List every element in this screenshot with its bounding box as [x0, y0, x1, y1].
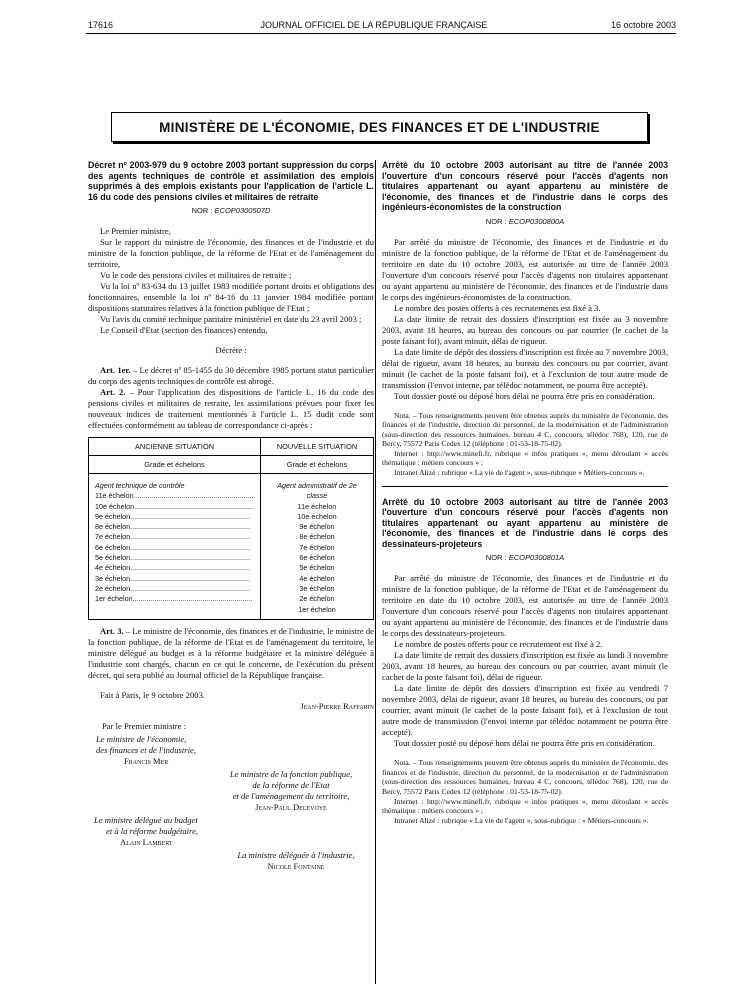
page-number: 17616 [88, 20, 114, 30]
leader-dots: ............................................................ [130, 522, 250, 532]
article-3-text: – Le ministre de l'économie, des finances et de l'industrie, le ministre de la fonction publique, de la réforme de l'Etat et de l'aménagement du territoire, le ministre délégué au budget et à la réforme budgétaire et la ministre déléguée à l'industrie sont chargés, chacun en ce qui le concerne, de l'exécution du présent décret, qui sera publié au Journal officiel de la République française. [88, 625, 374, 680]
table-subheader-old: Grade et échelons [89, 456, 261, 474]
arrete-1-para: Le nombre des postes offerts à ces recrutements est fixé à 3. [394, 302, 601, 313]
decree-para: Sur le rapport du ministre de l'économie, des finances et de l'industrie et du ministre de la fonction publique, de la réforme de l'Etat et de l'aménagement du territoire, [88, 237, 374, 269]
arrete-1-internet: Internet : http://www.minefi.fr, rubrique « infos pratiques », menu déroulant « accès thématique : métiers concours » ; [382, 448, 668, 468]
ministry-label: MINISTÈRE DE L'ÉCONOMIE, DES FINANCES ET DE L'INDUSTRIE [159, 119, 600, 135]
old-echelon-row: 8e échelon............................................................ [95, 522, 250, 532]
table-subheader-new: Grade et échelons [261, 456, 374, 474]
article-3 [88, 626, 374, 681]
minister-budget-line: et à la réforme budgétaire, [106, 825, 199, 836]
article-3-label: Art. 3. [100, 625, 124, 636]
old-echelon-row: 3e échelon............................................................ [95, 573, 250, 583]
arrete-2-title: Arrêté du 10 octobre 2003 autorisant au titre de l'année 2003 l'ouverture d'un concours réservé pour l'accès d'agents non titulaires appartenant ou ayant appartenu au ministère de l'économie, des finances et de l'industrie dans le corps des dessinateurs-projeteurs [382, 496, 668, 549]
arrete-2-nota: Nota. – Tous renseignements peuvent être obtenus auprès du ministère de l'économie, des finances et de l'industrie, direction du personnel, de la modernisation et de l'administration (sous-direction des ressources humaines, bureau 4 C, concours, télédoc 768), 120, rue de Bercy, 75572 Paris Cedex 12 (téléphone : 01-53-18-75-02). [382, 758, 668, 796]
table-old-cell [89, 474, 261, 620]
minister-eco-line: des finances et de l'industrie, [96, 744, 196, 755]
signature-fontaine: Nicole Fontaine [267, 860, 325, 871]
arrete-1-para: Tout dossier posté ou déposé hors délai ne pourra être pris en considération. [394, 390, 655, 401]
issue-date: 16 octobre 2003 [610, 20, 676, 30]
minister-eco-line: Le ministre de l'économie, [96, 733, 187, 744]
nor-code: ECOP0300800A [508, 216, 565, 226]
arrete-2-nor [382, 552, 668, 563]
table-header-new: NOUVELLE SITUATION [261, 438, 374, 456]
minister-fp-line: Le ministre de la fonction publique, [229, 768, 353, 779]
article-1-text: – Le décret nº 85-1455 du 30 décembre 1985 portant statut particulier du corps des agents techniques de contrôle est abrogé. [88, 365, 375, 386]
arrete-1-title: Arrêté du 10 octobre 2003 autorisant au titre de l'année 2003 l'ouverture d'un concours réservé pour l'accès d'agents non titulaires appartenant ou ayant appartenu au ministère de l'économie, des finances et de l'industrie dans le corps des ingénieurs-économistes de la construction [382, 160, 668, 212]
new-echelon-row: 1er échelon [298, 604, 336, 614]
table-new-cell [261, 474, 374, 620]
article-1-label: Art. 1er. [100, 365, 131, 375]
header-rule [86, 33, 676, 34]
leader-dots: ............................................................ [132, 594, 253, 604]
signature-pm: Jean-Pierre Raffarin [300, 700, 374, 711]
decree-para: Vu le code des pensions civiles et militaires de retraite ; [100, 270, 292, 280]
article-1 [88, 365, 374, 387]
arrete-2-intranet: Intranet Alizé : rubrique « La vie de l'agent », sous-rubrique : « Métiers-concours ». [394, 815, 649, 825]
arrete-1-nota: Nota. – Tous renseignements peuvent être obtenus auprès du ministère de l'économie, des finances et de l'industrie, direction du personnel, de la modernisation et de l'administration (sous-direction des ressources humaines, bureau 4 C, concours, télédoc 768), 120, rue de Bercy, 75572 Paris Cedex 12 (téléphone : 01-53-18-75-02). [382, 410, 668, 449]
old-grade: Agent technique de contrôle [95, 481, 185, 490]
arrete-1-nor [382, 216, 668, 227]
signature-lambert: Alain Lambert [120, 836, 173, 847]
correspondence-table [88, 437, 374, 620]
arrete-2-para: La date limite de retrait des dossiers d'inscription est fixée au lundi 3 novembre 2003, avant 18 heures, au bureau des concours ou par courrier, avant minuit (le cachet de la poste faisant foi), délai de rigueur. [382, 650, 668, 683]
leader-dots: ............................................................ [130, 553, 250, 563]
ministry-heading [111, 112, 648, 142]
arretes-column [382, 160, 668, 825]
arrete-1-para: La date limite de retrait des dossiers d'inscription est fixée au 3 novembre 2003, avant 18 heures, au bureau des concours ou par courrier (le cachet de la poste faisant foi), avant minuit, délai de rigueur. [382, 313, 668, 346]
decree-nor [88, 205, 374, 216]
new-echelon-row: 9e échelon [299, 522, 335, 532]
nor-label: NOR : [485, 216, 507, 226]
decree-column [88, 160, 374, 872]
old-echelon-row: 2e échelon............................................................ [95, 583, 250, 593]
old-echelon-row: 7e échelon............................................................ [95, 532, 250, 542]
leader-dots: ............................................................ [130, 573, 250, 583]
nor-code: ECOP0300801A [508, 553, 565, 563]
old-echelon-row: 5e échelon............................................................ [95, 553, 250, 563]
new-echelon-row: 3e échelon [299, 583, 335, 593]
leader-dots: ............................................................ [130, 563, 250, 573]
section-separator [382, 486, 668, 487]
nor-label: NOR : [191, 206, 213, 215]
old-echelon-row: 6e échelon............................................................ [95, 542, 250, 552]
old-echelon-row: 10e échelon............................................................ [95, 501, 254, 511]
new-echelon-row: 11e échelon [297, 501, 337, 511]
article-2 [88, 387, 374, 431]
old-echelon-row: 1er échelon............................................................ [95, 594, 253, 604]
arrete-2-para: Par arrêté du ministre de l'économie, des finances et de l'industrie et du ministre de la fonction publique, de la réforme de l'Etat et de l'aménagement du territoire en date du 10 octobre 2003, est autorisée au titre de l'année 2003 l'ouverture d'un concours réservé pour l'accès d'agents non titulaires appartenant ou ayant appartenu au ministère de l'économie, des finances et de l'industrie dans le corps des dessinateurs-projeteurs. [382, 573, 668, 639]
signature-delevoye: Jean-Paul Delevoye [255, 801, 327, 812]
decree-para: Vu l'avis du comité technique paritaire ministériel en date du 23 avril 2003 ; [100, 314, 362, 324]
new-echelon-row: 6e échelon [299, 553, 335, 563]
decree-title: Décret nº 2003-979 du 9 octobre 2003 portant suppression du corps des agents techniques de contrôle et assimilation des emplois supprimés à des emplois existants pour l'application de l'article L. 16 du code des pensions civiles et militaires de retraite [88, 160, 374, 202]
leader-dots: ............................................................ [133, 491, 254, 501]
new-grade: Agent administratif de 2e classe [277, 481, 357, 501]
leader-dots: ............................................................ [130, 511, 250, 521]
minister-budget-line: Le ministre délégué au budget [94, 814, 198, 825]
leader-dots: ............................................................ [130, 532, 250, 542]
decree-para: Le Premier ministre, [100, 226, 171, 236]
journal-title: JOURNAL OFFICIEL DE LA RÉPUBLIQUE FRANÇAISE [260, 20, 488, 30]
leader-dots: ............................................................ [130, 542, 250, 552]
par-le-premier-ministre: Par le Premier ministre : [102, 720, 187, 731]
arrete-1-intranet: Intranet Alizé : rubrique « La vie de l'agent », sous-rubrique « Métiers-concours ». [394, 468, 645, 478]
decree-para: Le Conseil d'Etat (section des finances) entendu, [100, 325, 268, 335]
signature-mer: Francis Mer [124, 755, 169, 766]
new-echelon-row: 10e échelon [297, 511, 337, 521]
article-2-text: – Pour l'application des dispositions de l'article L. 16 du code des pensions civiles et militaires de retraite, les assimilations prévues pour fixer les nouveaux indices de traitement mentionnés à l'article L. 15 dudit code sont effectuées conformément au tableau de correspondance ci-après : [88, 387, 374, 430]
minister-fp-line: de la réforme de l'Etat [252, 779, 330, 790]
column-divider [375, 160, 376, 984]
decrete-heading: Décrète : [215, 345, 247, 355]
nor-code: ECOP0300507D [214, 206, 271, 215]
new-echelon-row: 2e échelon [299, 594, 335, 604]
nor-label: NOR : [485, 553, 507, 563]
minister-industry-line: La ministre déléguée à l'industrie, [237, 849, 355, 860]
article-2-label: Art. 2. [100, 387, 126, 397]
arrete-2-internet: Internet : http://www.minefi.fr, rubrique « infos pratiques », menu déroulant « accès thématique : métiers concours » ; [382, 796, 668, 816]
arrete-1-para: Par arrêté du ministre de l'économie, des finances et de l'industrie et du ministre de la fonction publique, de la réforme de l'Etat et de l'aménagement du territoire en date du 10 octobre 2003, est autorisée au titre de l'année 2003 l'ouverture d'un concours réservé pour l'accès d'agents non titulaires appartenant ou ayant appartenu au ministère de l'économie, des finances et de l'industrie dans le corps des ingénieurs-économistes de la construction. [382, 236, 668, 302]
leader-dots: ............................................................ [134, 501, 254, 511]
new-echelon-row: 4e échelon [299, 573, 335, 583]
arrete-1-para: La date limite de dépôt des dossiers d'inscription est fixée au 7 novembre 2003, délai de rigueur, avant 18 heures, au bureau des concours ou par courrier, avant minuit (le cachet de la poste faisant foi), et à l'exclusion de tout autre mode de transmission (l'envoi interne, par télédoc notamment, ne pourra être accepté). [382, 346, 668, 390]
fait-line: Fait à Paris, le 9 octobre 2003. [100, 689, 206, 700]
table-header-old: ANCIENNE SITUATION [89, 438, 261, 456]
decree-para: Vu la loi nº 83-634 du 13 juillet 1983 modifiée portant droits et obligations des fonctionnaires, ensemble la loi nº 84-16 du 11 janvier 1984 modifiée portant dispositions statutaires relatives à la fonction publique de l'Etat ; [88, 281, 374, 313]
minister-fp-line: et de l'aménagement du territoire, [232, 790, 350, 801]
old-echelon-row: 4e échelon............................................................ [95, 563, 250, 573]
arrete-2-para: Tout dossier posté ou déposé hors délai ne pourra être pris en considération. [394, 738, 655, 749]
old-echelon-row: 11e échelon............................................................ [95, 491, 254, 501]
arrete-2-para: La date limite de dépôt des dossiers d'inscription est fixée au vendredi 7 novembre 2003, délai de rigueur, avant 18 heures, au bureau des concours, ou par courrier, avant minuit (le cachet de la poste faisant foi), et à l'exclusion de tout autre mode de transmission (l'envoi interne par télédoc notamment ne pourra être accepté). [382, 683, 668, 738]
arrete-2-para: Le nombre de postes offerts pour ce recrutement est fixé à 2. [394, 639, 603, 650]
new-echelon-row: 8e échelon [299, 532, 335, 542]
leader-dots: ............................................................ [130, 583, 250, 593]
new-echelon-row: 7e échelon [299, 542, 335, 552]
new-echelon-row: 5e échelon [299, 563, 335, 573]
old-echelon-row: 9e échelon............................................................ [95, 511, 250, 521]
